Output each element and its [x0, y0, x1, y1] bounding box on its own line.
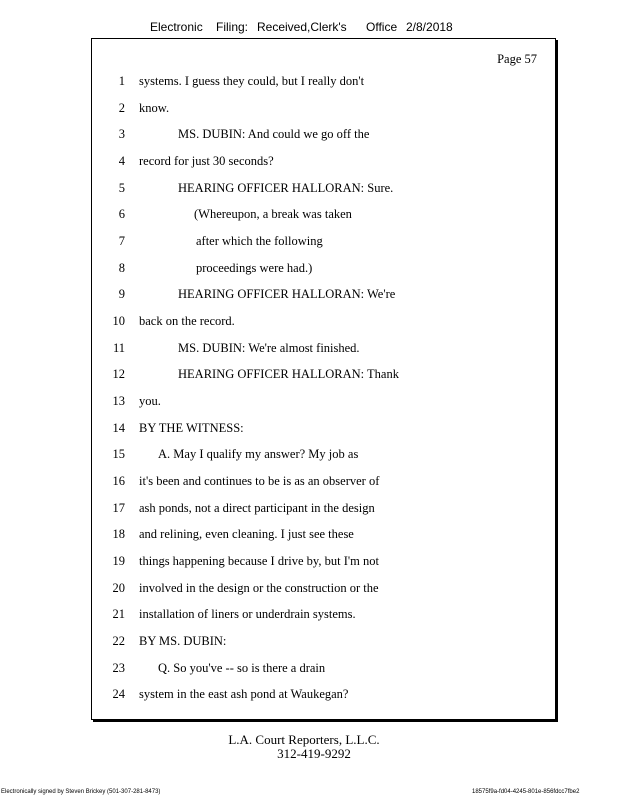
- line-number: 23: [112, 661, 125, 675]
- line-number: 17: [112, 501, 125, 515]
- line-number: 11: [112, 341, 125, 355]
- line-text: (Whereupon, a break was taken: [194, 207, 352, 221]
- transcript-line: [92, 207, 555, 227]
- page-number: Page 57: [497, 52, 537, 66]
- line-text: HEARING OFFICER HALLORAN: We're: [178, 287, 396, 301]
- transcript-line: [92, 367, 555, 387]
- line-text: ash ponds, not a direct participant in the design: [139, 501, 375, 515]
- line-text: installation of liners or underdrain systems.: [139, 607, 356, 621]
- line-text: Q. So you've -- so is there a drain: [158, 661, 326, 675]
- header-word-office: Office: [366, 20, 398, 34]
- header-date: 2/8/2018: [406, 20, 453, 34]
- line-number: 7: [118, 234, 125, 248]
- line-number: 22: [112, 634, 125, 648]
- line-text: things happening because I drive by, but I'm not: [139, 554, 379, 568]
- line-text: system in the east ash pond at Waukegan?: [139, 687, 349, 701]
- transcript-page: [91, 38, 556, 720]
- transcript-line: [92, 74, 555, 94]
- transcript-line: [92, 181, 555, 201]
- line-text: proceedings were had.): [196, 261, 313, 275]
- line-text: A. May I qualify my answer? My job as: [158, 447, 359, 461]
- line-number: 4: [118, 154, 125, 168]
- transcript-line: [92, 314, 555, 334]
- reporter-phone: 312-419-9292: [277, 746, 351, 761]
- header-word-electronic: Electronic: [150, 20, 203, 34]
- line-number: 2: [118, 101, 125, 115]
- line-number: 16: [112, 474, 125, 488]
- transcript-line: [92, 527, 555, 547]
- line-text: BY MS. DUBIN:: [139, 634, 227, 648]
- line-text: it's been and continues to be is as an observer of: [139, 474, 380, 488]
- line-number: 3: [118, 127, 125, 141]
- line-number: 10: [112, 314, 125, 328]
- transcript-line: [92, 634, 555, 654]
- line-text: know.: [139, 101, 170, 115]
- line-number: 21: [112, 607, 125, 621]
- transcript-line: [92, 501, 555, 521]
- line-number: 18: [112, 527, 125, 541]
- line-text: HEARING OFFICER HALLORAN: Thank: [178, 367, 399, 381]
- transcript-line: [92, 127, 555, 147]
- line-number: 6: [118, 207, 125, 221]
- transcript-line: [92, 661, 555, 681]
- line-text: MS. DUBIN: We're almost finished.: [178, 341, 360, 355]
- filing-header: [0, 18, 618, 38]
- line-text: involved in the design or the construction or the: [139, 581, 379, 595]
- transcript-line: [92, 287, 555, 307]
- reporter-company: L.A. Court Reporters, L.L.C.: [228, 732, 380, 747]
- transcript-line: [92, 447, 555, 467]
- line-text: back on the record.: [139, 314, 235, 328]
- line-text: and relining, even cleaning. I just see these: [139, 527, 354, 541]
- transcript-line: [92, 687, 555, 707]
- line-number: 9: [118, 287, 125, 301]
- header-word-received: Received,Clerk's: [257, 20, 347, 34]
- line-text: you.: [139, 394, 161, 408]
- line-text: record for just 30 seconds?: [139, 154, 274, 168]
- line-number: 1: [118, 74, 125, 88]
- transcript-line: [92, 234, 555, 254]
- transcript-line: [92, 554, 555, 574]
- transcript-line: [92, 607, 555, 627]
- line-text: MS. DUBIN: And could we go off the: [178, 127, 370, 141]
- line-number: 8: [118, 261, 125, 275]
- transcript-line: [92, 101, 555, 121]
- line-number: 14: [112, 421, 125, 435]
- line-text: HEARING OFFICER HALLORAN: Sure.: [178, 181, 394, 195]
- line-text: BY THE WITNESS:: [139, 421, 244, 435]
- transcript-line: [92, 394, 555, 414]
- header-word-filing: Filing:: [216, 20, 249, 34]
- line-number: 12: [112, 367, 125, 381]
- transcript-line: [92, 154, 555, 174]
- line-number: 24: [112, 687, 125, 701]
- line-number: 15: [112, 447, 125, 461]
- line-number: 5: [118, 181, 125, 195]
- line-text: after which the following: [196, 234, 323, 248]
- line-number: 20: [112, 581, 125, 595]
- signature-text: Electronically signed by Steven Brickey (501-307-281-8473): [1, 789, 161, 795]
- signature-id: 18575f9a-fd04-4245-801e-856fdcc7fbe2: [472, 789, 580, 795]
- transcript-line: [92, 261, 555, 281]
- line-text: systems. I guess they could, but I really don't: [139, 74, 365, 88]
- transcript-line: [92, 581, 555, 601]
- transcript-line: [92, 341, 555, 361]
- line-number: 13: [112, 394, 125, 408]
- line-number: 19: [112, 554, 125, 568]
- transcript-line: [92, 474, 555, 494]
- transcript-line: [92, 421, 555, 441]
